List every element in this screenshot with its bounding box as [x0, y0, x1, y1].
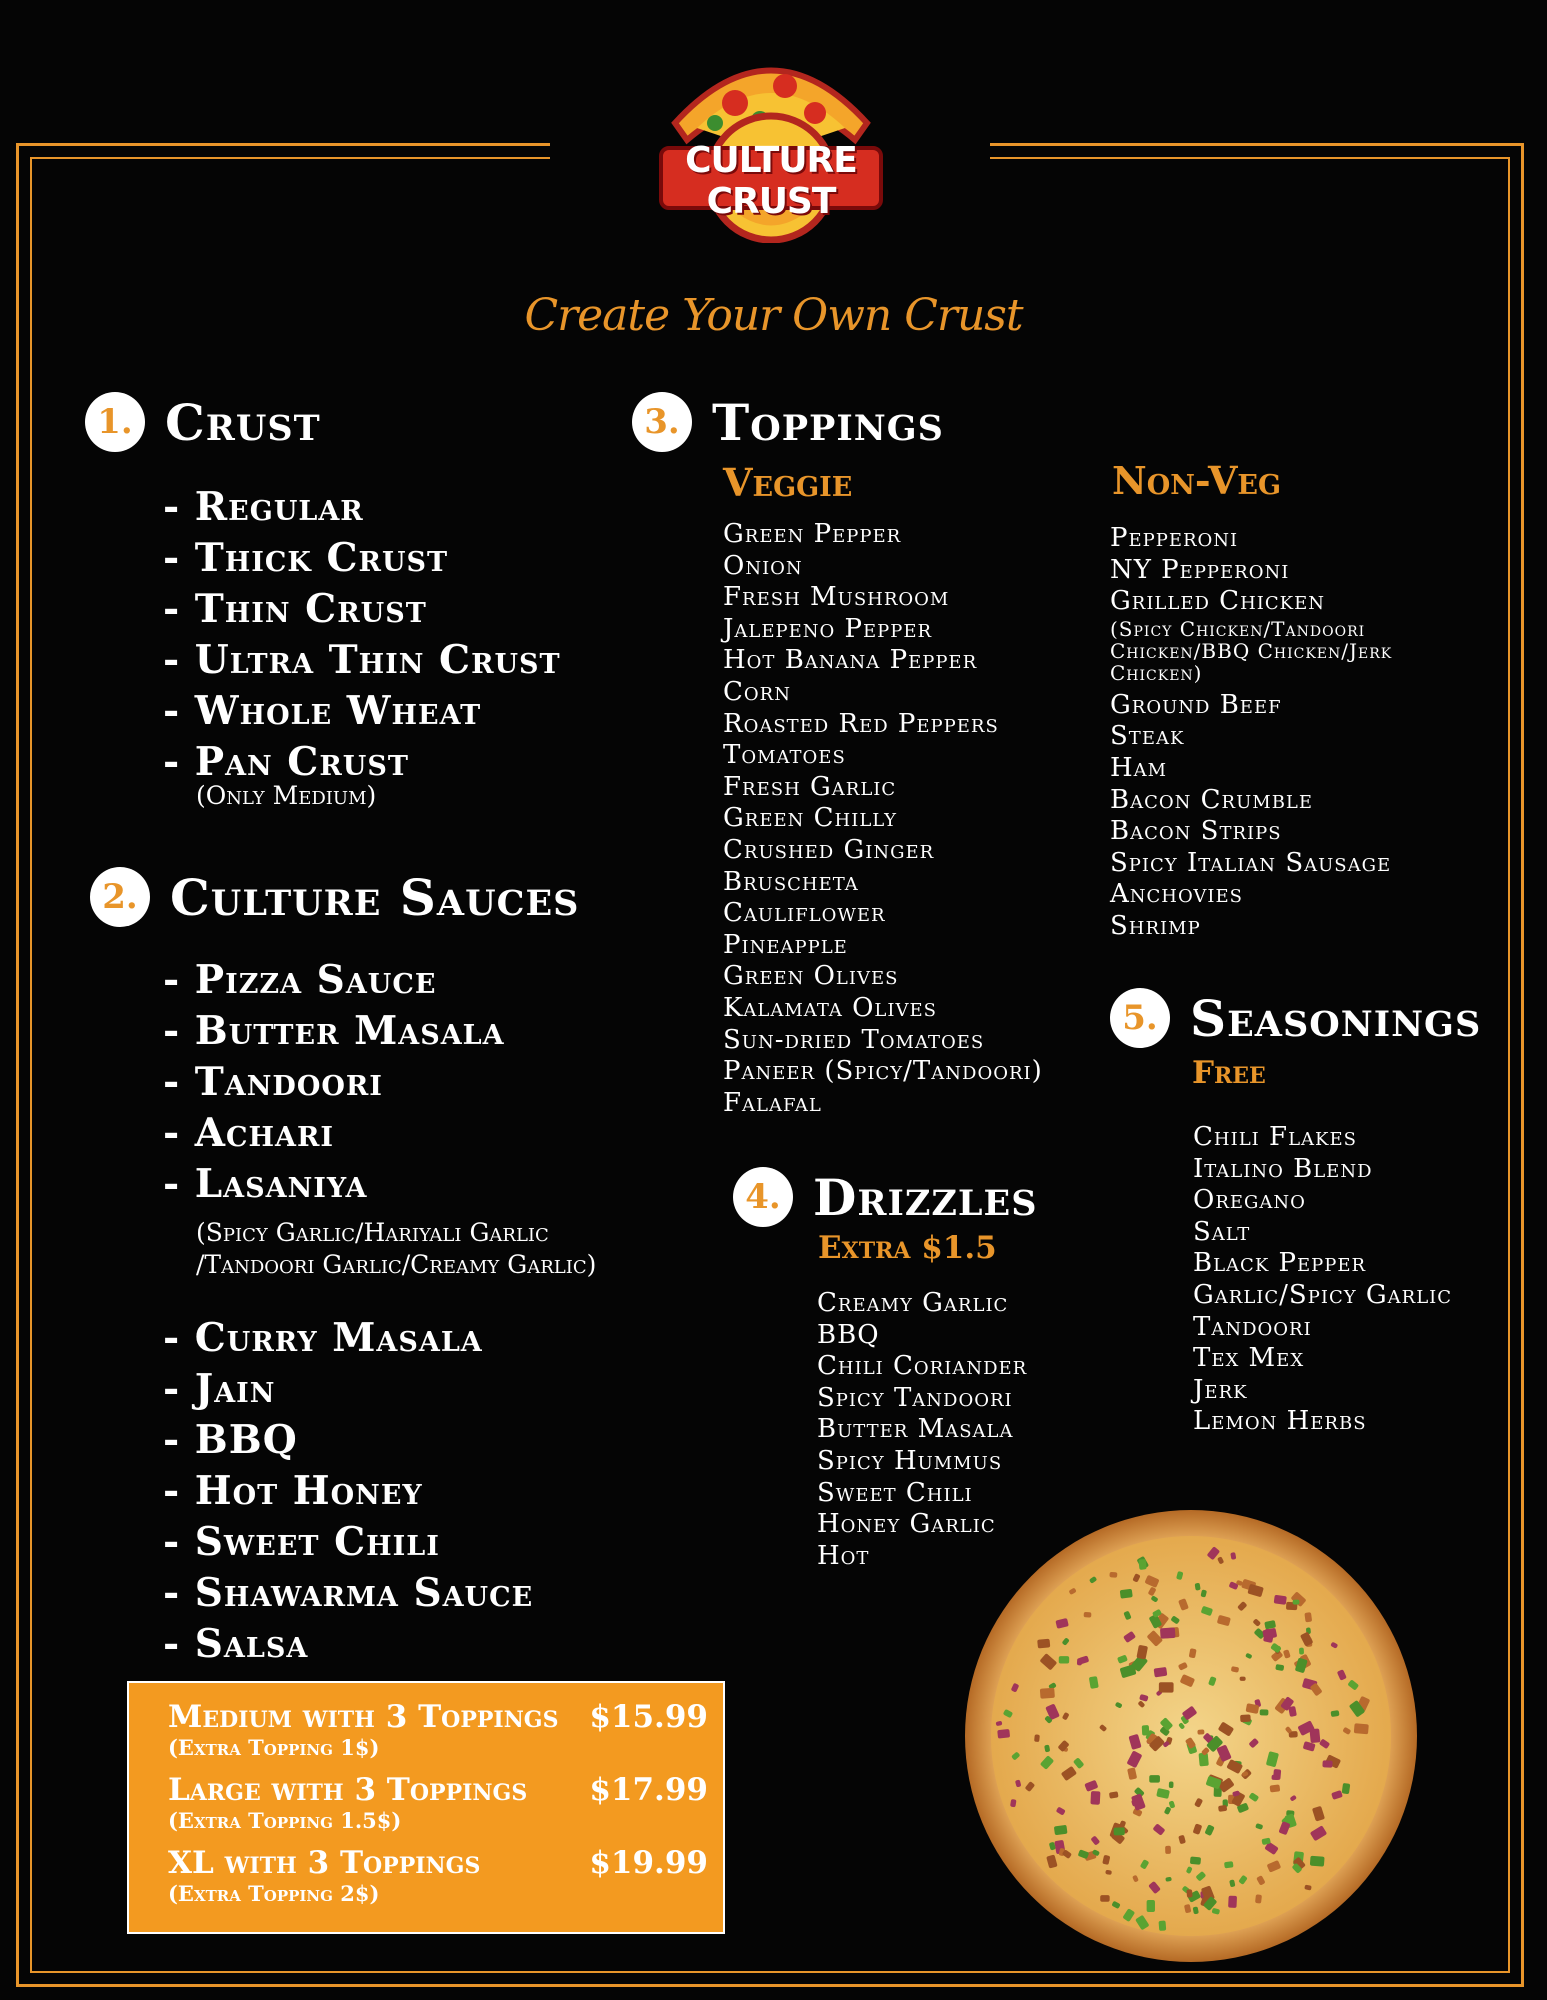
list-item: Fresh Mushroom: [723, 582, 950, 613]
list-item: Paneer (Spicy/Tandoori): [723, 1056, 1043, 1087]
price-value: $19.99: [589, 1845, 708, 1881]
sauces-title: Culture Sauces: [170, 867, 580, 927]
seasonings-section-header: [1110, 988, 1481, 1048]
list-item: Bacon Crumble: [1110, 784, 1314, 815]
sauces-note-line-1: (Spicy Garlic/Hariyali Garlic: [196, 1218, 549, 1247]
list-item: - Regular: [163, 484, 364, 530]
nonveg-list: [1110, 523, 1392, 943]
list-item: - Tandoori: [163, 1059, 383, 1105]
list-item: Oregano: [1193, 1185, 1306, 1216]
list-item: Creamy Garlic: [817, 1288, 1009, 1318]
pizza-image: [963, 1508, 1419, 1964]
list-item: Hot Banana Pepper: [723, 645, 978, 676]
list-item: Italino Blend: [1193, 1153, 1373, 1184]
price-label: XL with 3 Toppings: [168, 1845, 481, 1881]
sauces-list-b: [163, 1313, 533, 1670]
seasonings-list: [1193, 1122, 1452, 1438]
list-item: Jerk: [1193, 1374, 1248, 1405]
list-item: Green Olives: [723, 961, 899, 992]
list-item: - Butter Masala: [163, 1008, 505, 1054]
list-item: Grilled Chicken: [1110, 586, 1325, 617]
crust-number-badge: 1.: [85, 392, 145, 452]
list-item: Tomatoes: [723, 740, 846, 771]
list-item-note: (Spicy Chicken/Tandoori: [1110, 616, 1366, 641]
list-item: Black Pepper: [1193, 1248, 1367, 1279]
list-item: Onion: [723, 550, 803, 581]
list-item: Spicy Tandoori: [817, 1382, 1013, 1413]
seasonings-subtitle: Free: [1192, 1055, 1266, 1091]
list-item: - Salsa: [163, 1621, 309, 1667]
drizzles-number-badge: 4.: [733, 1167, 793, 1227]
price-box: [127, 1681, 725, 1934]
logo-wordmark: CULTURE CRUST: [685, 140, 857, 222]
drizzles-title: Drizzles: [813, 1167, 1038, 1227]
list-item: - Pan Crust: [163, 739, 409, 785]
list-item: Bruscheta: [723, 866, 859, 897]
price-label: Large with 3 Toppings: [168, 1772, 528, 1808]
list-item: Anchovies: [1110, 879, 1244, 910]
list-item: Chili Coriander: [817, 1351, 1028, 1382]
sauces-list-a: [163, 955, 505, 1210]
list-item: BBQ: [817, 1319, 880, 1350]
list-item-note: Chicken): [1110, 660, 1203, 685]
list-item: Salt: [1193, 1216, 1251, 1247]
list-item: Jalepeno Pepper: [723, 613, 933, 644]
price-extra: (Extra Topping 2$): [168, 1881, 380, 1906]
sauces-note-line-2: /Tandoori Garlic/Creamy Garlic): [196, 1250, 597, 1279]
list-item: Pepperoni: [1110, 523, 1239, 553]
list-item: Tex Mex: [1193, 1343, 1305, 1374]
price-extra: (Extra Topping 1$): [168, 1735, 380, 1760]
veggie-title: Veggie: [723, 460, 853, 505]
list-item: Hot: [817, 1540, 870, 1571]
toppings-number-badge: 3.: [632, 392, 692, 452]
seasonings-title: Seasonings: [1190, 988, 1482, 1048]
list-item: - Jain: [163, 1366, 276, 1412]
list-item: Pineapple: [723, 929, 848, 960]
list-item: Butter Masala: [817, 1414, 1014, 1445]
drizzles-section-header: [733, 1167, 1037, 1227]
list-item: Garlic/Spicy Garlic: [1193, 1279, 1453, 1310]
list-item: Ham: [1110, 752, 1168, 783]
list-item: Green Chilly: [723, 803, 897, 834]
list-item: Spicy Italian Sausage: [1110, 847, 1392, 878]
list-item: Green Pepper: [723, 519, 902, 549]
drizzles-subtitle: Extra $1.5: [818, 1230, 997, 1266]
sauces-number-badge: 2.: [90, 867, 150, 927]
list-item: - Thin Crust: [163, 586, 427, 632]
list-item: Steak: [1110, 721, 1185, 752]
price-value: $15.99: [589, 1699, 708, 1735]
list-item: - Shawarma Sauce: [163, 1570, 534, 1616]
list-item: - BBQ: [163, 1417, 298, 1463]
price-value: $17.99: [589, 1772, 708, 1808]
list-item: - Whole Wheat: [163, 688, 482, 734]
veggie-list: [723, 519, 1043, 1119]
toppings-title: Toppings: [712, 392, 944, 452]
list-item: - Lasaniya: [163, 1161, 368, 1207]
list-item: Ground Beef: [1110, 689, 1282, 720]
nonveg-title: Non-Veg: [1112, 458, 1282, 503]
list-item: Chili Flakes: [1193, 1122, 1357, 1152]
crust-list: [163, 482, 561, 788]
list-item: Lemon Herbs: [1193, 1406, 1367, 1437]
price-extra: (Extra Topping 1.5$): [168, 1808, 402, 1833]
list-item: Roasted Red Peppers: [723, 708, 999, 739]
list-item: - Pizza Sauce: [163, 957, 437, 1003]
list-item: Cauliflower: [723, 898, 886, 929]
crust-title: Crust: [165, 392, 321, 452]
seasonings-number-badge: 5.: [1110, 988, 1170, 1048]
price-label: Medium with 3 Toppings: [168, 1699, 559, 1735]
list-item: Honey Garlic: [817, 1509, 996, 1540]
crust-note: (Only Medium): [196, 781, 377, 810]
list-item: NY Pepperoni: [1110, 554, 1290, 585]
list-item: - Thick Crust: [163, 535, 449, 581]
list-item-note: Chicken/BBQ Chicken/Jerk: [1110, 638, 1393, 663]
list-item: - Hot Honey: [163, 1468, 423, 1514]
list-item: Spicy Hummus: [817, 1445, 1003, 1476]
list-item: Kalamata Olives: [723, 992, 937, 1023]
list-item: Shrimp: [1110, 910, 1201, 941]
list-item: Sun-dried Tomatoes: [723, 1024, 985, 1055]
list-item: Falafal: [723, 1087, 822, 1118]
list-item: - Ultra Thin Crust: [163, 637, 561, 683]
list-item: Sweet Chili: [817, 1477, 973, 1508]
list-item: Crushed Ginger: [723, 834, 935, 865]
page-headline: Create Your Own Crust: [524, 290, 1023, 341]
list-item: - Achari: [163, 1110, 335, 1156]
list-item: Tandoori: [1193, 1311, 1312, 1342]
list-item: - Curry Masala: [163, 1315, 483, 1361]
list-item: Corn: [723, 676, 791, 707]
list-item: - Sweet Chili: [163, 1519, 440, 1565]
sauces-section-header: [90, 867, 579, 927]
list-item: Bacon Strips: [1110, 816, 1282, 847]
list-item: Fresh Garlic: [723, 771, 897, 802]
crust-section-header: [85, 392, 321, 452]
toppings-section-header: [632, 392, 944, 452]
